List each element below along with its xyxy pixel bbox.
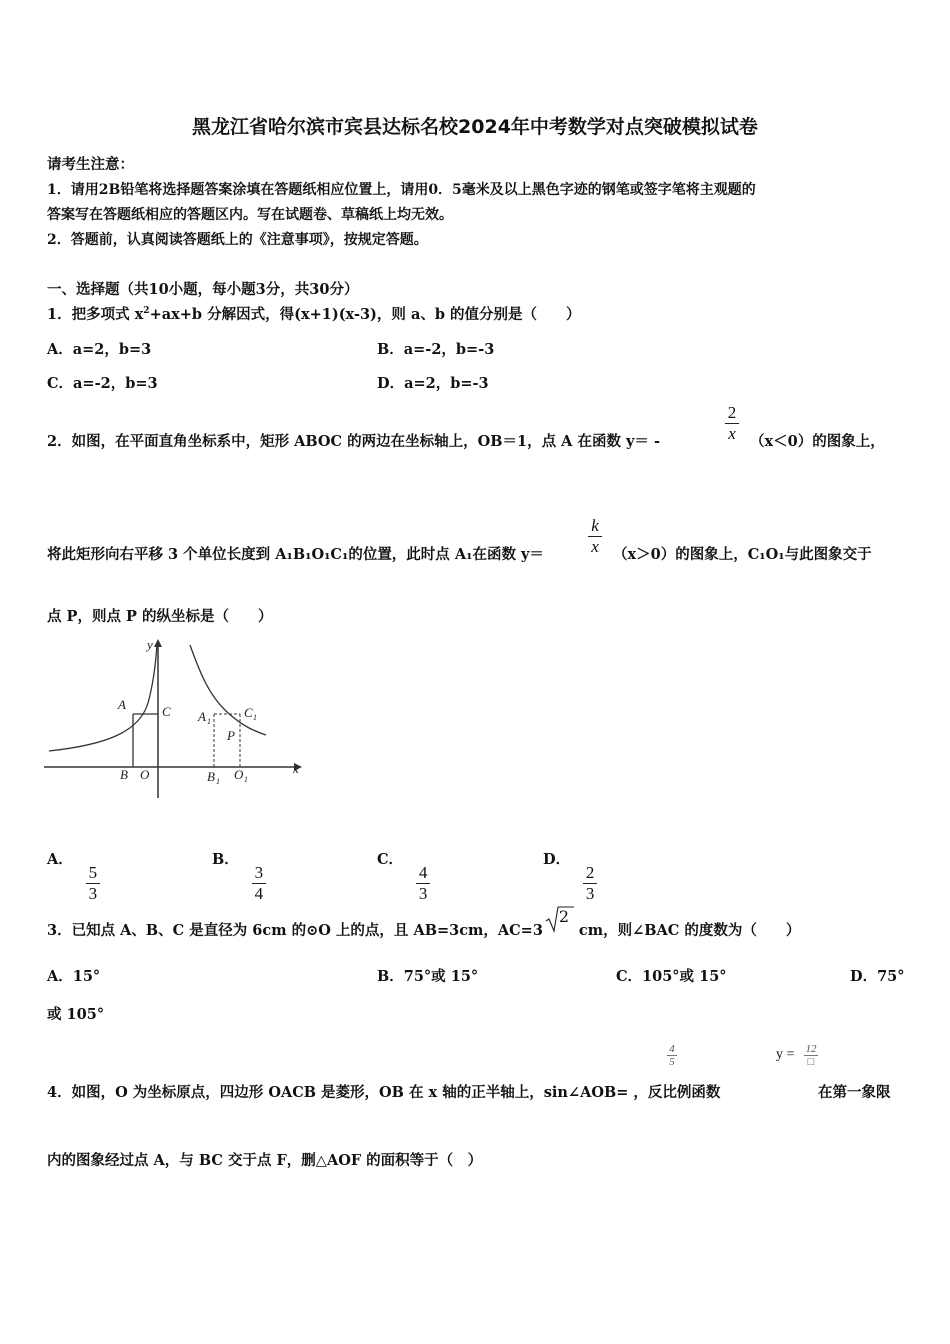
q2-option-b: B． $\frac{3}{4}$ [212, 848, 266, 904]
q4-sin-fraction: 4 5 [667, 1043, 677, 1068]
q3-option-b: B．75°或 15° [377, 968, 479, 985]
q2-line-1b: （x＜0）的图象上， [750, 433, 885, 450]
label-c: C [162, 704, 171, 719]
q4-function-fraction: 12 □ [805, 1043, 817, 1068]
label-b: B [120, 767, 128, 782]
curve-left-branch [49, 643, 157, 751]
q2-line-3: 点 P，则点 P 的纵坐标是（ ） [47, 608, 273, 625]
q2-fraction-k-over-x: k x [588, 516, 602, 557]
q1-stem: 1．把多项式 $x^2+ax+b$ 分解因式，得(x+1)(x-3)，则 a、b 的值分别是（ ） [47, 306, 581, 323]
q4-line-2: 内的图象经过点 A，与 BC 交于点 F，删△AOF 的面积等于（ ） [47, 1152, 483, 1169]
q2-line-2b: （x＞0）的图象上，C₁O₁与此图象交于 [613, 546, 872, 563]
notice-line-1: 1．请用2B铅笔将选择题答案涂填在答题纸相应位置上，请用0．5毫米及以上黑色字迹的钢笔或签字笔将主观题的 [47, 182, 756, 198]
notice-line-3: 2．答题前，认真阅读答题纸上的《注意事项》，按规定答题。 [47, 232, 428, 248]
q3-option-c: C．105°或 15° [616, 968, 727, 985]
label-c1-sub: 1 [253, 713, 257, 722]
label-y: y [147, 637, 153, 652]
q2-line-1a: 2．如图，在平面直角坐标系中，矩形 ABOC 的两边在坐标轴上，OB＝1，点 A 在函数 y＝ - [47, 433, 660, 450]
q3-option-d: D．75° [850, 968, 905, 985]
q3-option-d-continued: 或 105° [47, 1006, 105, 1023]
label-p: P [227, 728, 235, 743]
label-a1-sub: 1 [207, 717, 211, 726]
notice-line-2: 答案写在答题纸相应的答题区内。写在试题卷、草稿纸上均无效。 [47, 207, 453, 223]
q4-line-1b: 在第一象限 [818, 1084, 891, 1101]
q1-option-b: B．a=-2，b=-3 [377, 341, 495, 358]
q1-option-c: C．a=-2，b=3 [47, 375, 158, 392]
label-x: x [293, 761, 299, 776]
notice-heading: 请考生注意： [47, 156, 134, 173]
label-o1-sub: 1 [244, 775, 248, 784]
q1-option-a: A．a=2，b=3 [47, 341, 152, 358]
q2-option-a: A． $\frac{5}{3}$ [47, 848, 100, 904]
q4-line-1a: 4．如图，O 为坐标原点，四边形 OACB 是菱形，OB 在 x 轴的正半轴上，sin∠AOB= ，反比例函数 [47, 1084, 721, 1101]
label-o1: O [234, 767, 244, 782]
q4-y-equals: y = [776, 1047, 795, 1062]
label-c1: C [244, 705, 253, 720]
q2-fraction-neg2-over-x: 2 x [725, 403, 739, 444]
label-b1: B [207, 769, 215, 784]
q2-option-c: C． $\frac{4}{3}$ [377, 848, 430, 904]
label-a: A [118, 697, 126, 712]
q2-option-d: D． $\frac{2}{3}$ [543, 848, 597, 904]
q2-graph-figure [44, 633, 309, 798]
page-title: 黑龙江省哈尔滨市宾县达标名校2024年中考数学对点突破模拟试卷 [192, 116, 758, 138]
sqrt-symbol: 2 [543, 921, 573, 935]
label-o: O [140, 767, 150, 782]
section-heading: 一、选择题（共10小题，每小题3分，共30分） [47, 281, 359, 298]
y-axis-arrow [154, 639, 162, 647]
label-a1: A [198, 709, 206, 724]
q1-option-d: D．a=2，b=-3 [377, 375, 489, 392]
label-b1-sub: 1 [216, 777, 220, 786]
q2-line-2a: 将此矩形向右平移 3 个单位长度到 A₁B₁O₁C₁的位置，此时点 A₁在函数 y＝ [47, 546, 544, 563]
q3-stem: 3．已知点 A、B、C 是直径为 6cm 的⊙O 上的点，且 AB=3cm，AC=3 2 cm，则∠BAC 的度数为（ ） [47, 907, 801, 939]
q3-option-a: A．15° [47, 968, 101, 985]
